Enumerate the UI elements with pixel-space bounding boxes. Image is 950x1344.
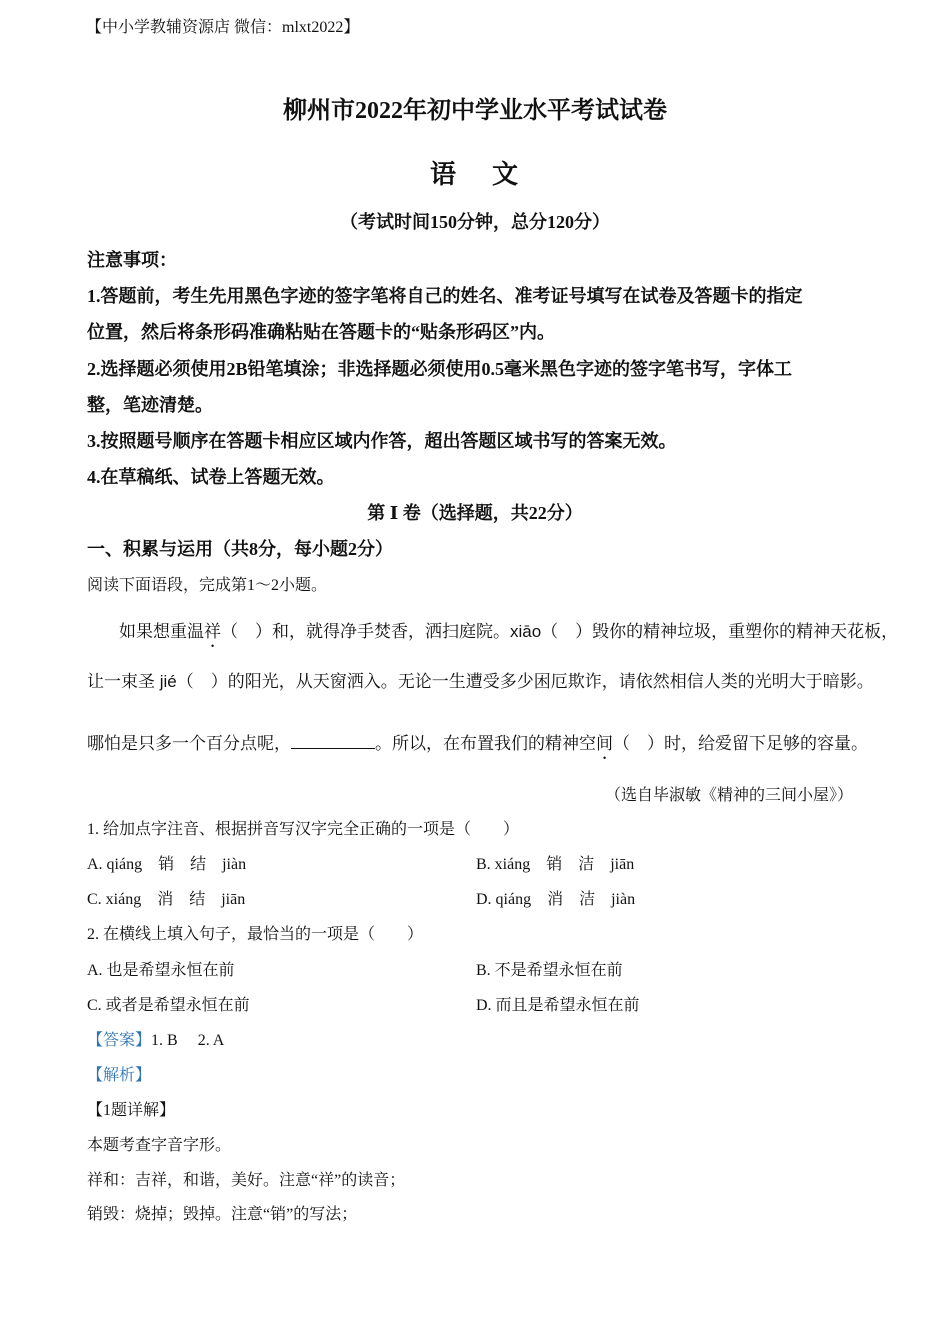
subject-title xyxy=(0,154,950,191)
answer-text: 1. B 2. A xyxy=(151,1032,225,1049)
dotted-char: 祥 xyxy=(204,622,221,641)
notice-line: 位置，然后将条形码准确粘贴在答题卡的“贴条形码区”内。 xyxy=(87,322,555,342)
detail-line: 销毁：烧掉；毁掉。注意“销”的写法； xyxy=(87,1206,358,1223)
passage-line-2: 让一束圣 jié（ ）的阳光，从天窗洒入。无论一生遭受多少困厄欺诈，请依然相信人类的光明大于暗影。 xyxy=(87,672,874,691)
notice-line: 3.按照题号顺序在答题卡相应区域内作答，超出答题区域书写的答案无效。 xyxy=(87,431,677,451)
notice-line: 1.答题前，考生先用黑色字迹的签字笔将自己的姓名、准考证号填写在试卷及答题卡的指定 xyxy=(87,286,803,306)
passage-line-3 xyxy=(87,729,868,763)
question-1-stem: 1. 给加点字注音、根据拼音写汉字完全正确的一项是（ ） xyxy=(87,821,520,838)
subject-char-1: 语 xyxy=(429,160,458,189)
detail-line: 本题考查字音字形。 xyxy=(87,1137,232,1154)
part-title: 第 Ⅰ 卷（选择题，共22分） xyxy=(367,503,583,523)
passage-text: （ ）时，给爱留下足够的容量。 xyxy=(613,734,868,753)
answer-label: 【答案】 xyxy=(87,1032,152,1049)
fill-blank xyxy=(291,734,375,749)
detail-line: 祥和：吉祥，和谐，美好。注意“祥”的读音； xyxy=(87,1172,406,1189)
question-2-option-c: C. 或者是希望永恒在前 xyxy=(87,997,250,1014)
question-2-option-a: A. 也是希望永恒在前 xyxy=(87,962,235,979)
question-1-option-a: A. qiáng 销 结 jiàn xyxy=(87,856,247,873)
exam-time: （考试时间150分钟，总分120分） xyxy=(340,212,610,232)
question-2-option-b: B. 不是希望永恒在前 xyxy=(476,962,623,979)
section-title: 一、积累与运用（共8分，每小题2分） xyxy=(87,539,393,559)
reading-instruction: 阅读下面语段，完成第1～2小题。 xyxy=(87,577,328,594)
question-2-option-d: D. 而且是希望永恒在前 xyxy=(476,997,640,1014)
detail-label: 【1题详解】 xyxy=(87,1102,176,1119)
passage-source: （选自毕淑敏《精神的三间小屋》） xyxy=(605,787,854,804)
notice-line: 4.在草稿纸、试卷上答题无效。 xyxy=(87,467,335,487)
passage-text: 。所以，在布置我们的精神空 xyxy=(375,734,596,753)
notice-line: 2.选择题必须使用2B铅笔填涂；非选择题必须使用0.5毫米黑色字迹的签字笔书写，字体工 xyxy=(87,359,793,379)
question-1-option-d: D. qiáng 消 洁 jiàn xyxy=(476,891,636,908)
answer-line xyxy=(87,1027,224,1050)
passage-text: （ ）和，就得净手焚香，洒扫庭院。xiāo（ ）毁你的精神垃圾，重塑你的精神天花板， xyxy=(221,622,899,641)
subject-char-2: 文 xyxy=(492,160,521,189)
notice-heading: 注意事项： xyxy=(87,250,177,270)
question-1-option-b: B. xiáng 销 洁 jiān xyxy=(476,856,635,873)
notice-line: 整，笔迹清楚。 xyxy=(87,395,213,415)
passage-line-1 xyxy=(119,617,898,651)
passage-text: 哪怕是只多一个百分点呢， xyxy=(87,734,291,753)
question-2-stem: 2. 在横线上填入句子，最恰当的一项是（ ） xyxy=(87,926,424,943)
source-header: 【中小学教辅资源店 微信：mlxt2022】 xyxy=(86,19,360,36)
exam-title: 柳州市2022年初中学业水平考试试卷 xyxy=(283,98,667,124)
passage-text: 如果想重温 xyxy=(119,622,204,641)
analysis-label: 【解析】 xyxy=(87,1067,152,1084)
dotted-char: 间 xyxy=(596,734,613,753)
question-1-option-c: C. xiáng 消 结 jiān xyxy=(87,891,246,908)
